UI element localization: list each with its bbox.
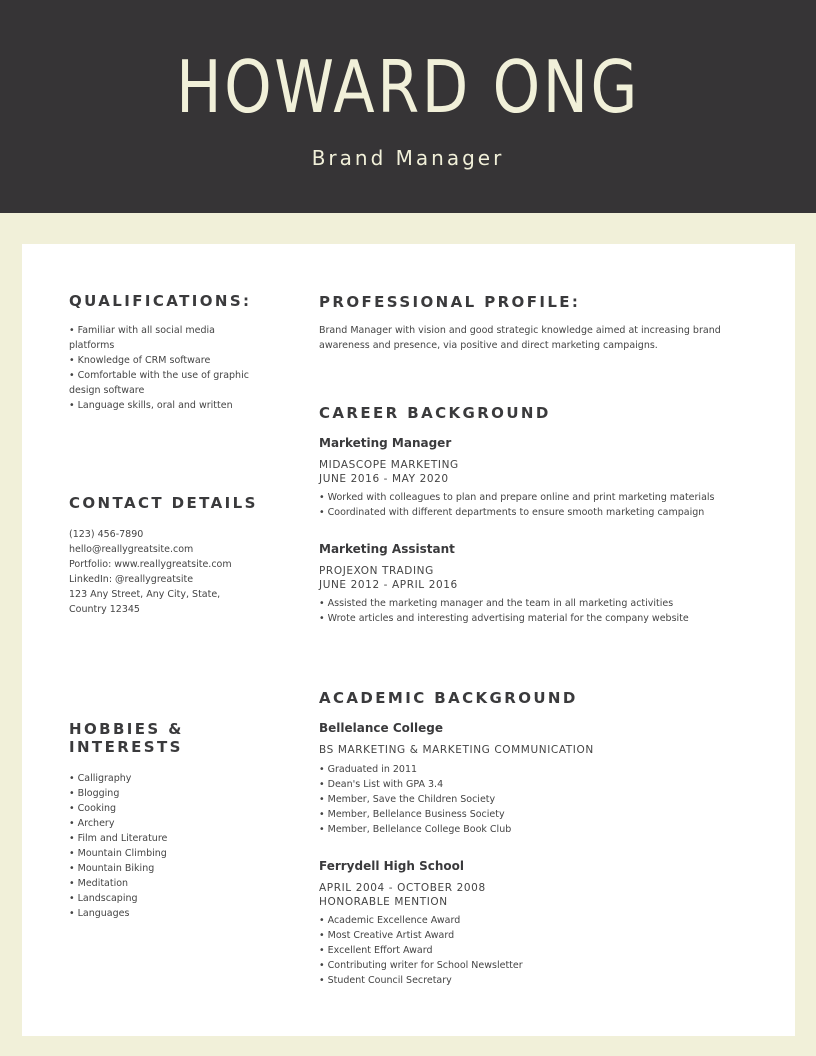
school-name: Ferrydell High School — [319, 859, 465, 873]
list-item: • Member, Save the Children Society — [319, 792, 759, 807]
school-bullets — [319, 762, 759, 837]
list-item: • Film and Literature — [69, 831, 269, 846]
list-item: • Excellent Effort Award — [319, 943, 759, 958]
academic-heading: ACADEMIC BACKGROUND — [319, 689, 578, 707]
school-dates: APRIL 2004 - OCTOBER 2008 — [319, 882, 486, 894]
list-item: • Student Council Secretary — [319, 973, 759, 988]
list-item: • Cooking — [69, 801, 269, 816]
contact-phone: (123) 456-7890 — [69, 529, 144, 540]
list-item: • Familiar with all social media platforms — [69, 323, 254, 353]
hobbies-heading-line: HOBBIES & — [69, 720, 184, 738]
job-company: MIDASCOPE MARKETING — [319, 459, 459, 471]
hobbies-heading-line: INTERESTS — [69, 738, 183, 756]
list-item: • Archery — [69, 816, 269, 831]
contact-address: 123 Any Street, Any City, State, — [69, 589, 221, 600]
contact-address: Country 12345 — [69, 604, 140, 615]
profile-heading: PROFESSIONAL PROFILE: — [319, 293, 581, 311]
list-item: • Member, Bellelance Business Society — [319, 807, 759, 822]
list-item: • Knowledge of CRM software — [69, 353, 254, 368]
list-item: • Mountain Climbing — [69, 846, 269, 861]
qualifications-heading: QUALIFICATIONS: — [69, 292, 252, 310]
list-item: • Contributing writer for School Newsletter — [319, 958, 759, 973]
list-item: • Meditation — [69, 876, 269, 891]
list-item: • Graduated in 2011 — [319, 762, 759, 777]
job-title: Marketing Manager — [319, 436, 452, 450]
school-bullets — [319, 913, 759, 988]
profile-text: Brand Manager with vision and good strategic knowledge aimed at increasing brand awareness and presence, via positive and direct marketing campaigns. — [319, 325, 721, 351]
list-item: • Languages — [69, 906, 269, 921]
contact-list — [69, 527, 269, 617]
list-item: • Comfortable with the use of graphic design software — [69, 368, 254, 398]
job-company: PROJEXON TRADING — [319, 565, 434, 577]
hobbies-list — [69, 771, 269, 921]
list-item: • Dean's List with GPA 3.4 — [319, 777, 759, 792]
list-item: • Mountain Biking — [69, 861, 269, 876]
list-item: • Landscaping — [69, 891, 269, 906]
list-item: • Blogging — [69, 786, 269, 801]
hobbies-heading — [69, 720, 184, 756]
resume-body — [22, 244, 795, 1036]
career-heading: CAREER BACKGROUND — [319, 404, 551, 422]
job-bullets — [319, 490, 759, 520]
list-item: • Language skills, oral and written — [69, 398, 254, 413]
job-dates: JUNE 2016 - MAY 2020 — [319, 473, 449, 485]
job-bullets — [319, 596, 759, 626]
list-item: • Member, Bellelance College Book Club — [319, 822, 759, 837]
candidate-role: Brand Manager — [311, 146, 505, 170]
list-item: • Wrote articles and interesting advertising material for the company website — [319, 611, 759, 626]
school-name: Bellelance College — [319, 721, 443, 735]
list-item: • Calligraphy — [69, 771, 269, 786]
list-item: • Academic Excellence Award — [319, 913, 759, 928]
list-item: • Coordinated with different departments to ensure smooth marketing campaign — [319, 505, 759, 520]
school-honor: HONORABLE MENTION — [319, 896, 448, 908]
contact-linkedin: LinkedIn: @reallygreatsite — [69, 574, 194, 585]
school-degree: BS MARKETING & MARKETING COMMUNICATION — [319, 744, 594, 756]
qualifications-list — [69, 323, 254, 413]
job-dates: JUNE 2012 - APRIL 2016 — [319, 579, 458, 591]
list-item: • Worked with colleagues to plan and prepare online and print marketing materials — [319, 490, 759, 505]
contact-email: hello@reallygreatsite.com — [69, 544, 194, 555]
resume-header — [0, 0, 816, 213]
list-item: • Most Creative Artist Award — [319, 928, 759, 943]
job-title: Marketing Assistant — [319, 542, 455, 556]
list-item: • Assisted the marketing manager and the team in all marketing activities — [319, 596, 759, 611]
contact-heading: CONTACT DETAILS — [69, 494, 258, 512]
candidate-name: HOWARD ONG — [176, 45, 640, 129]
contact-portfolio: Portfolio: www.reallygreatsite.com — [69, 559, 232, 570]
